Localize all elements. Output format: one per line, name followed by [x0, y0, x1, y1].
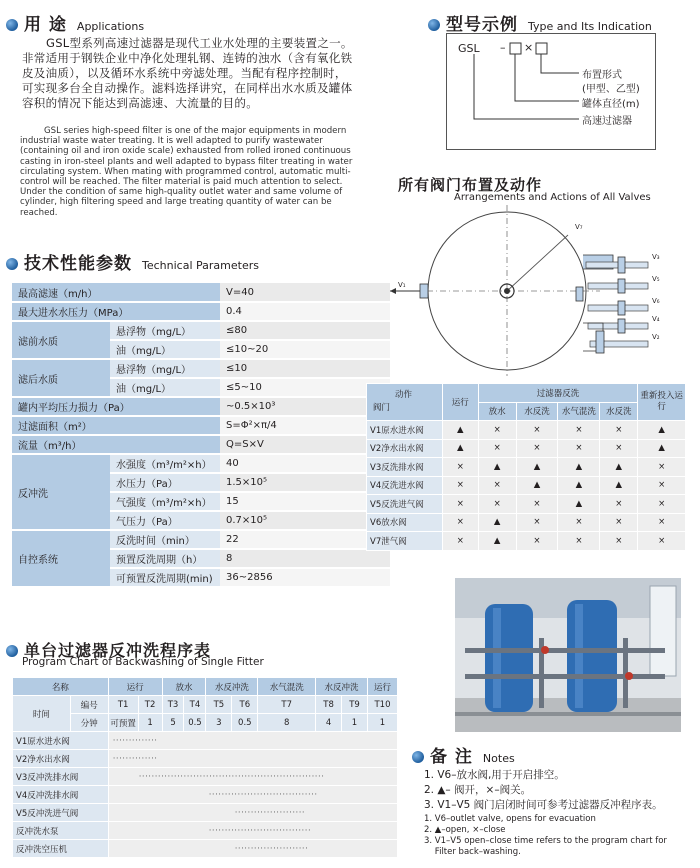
valve-state: × [600, 495, 638, 514]
valve-state: ▲ [442, 439, 478, 458]
applications-title-zh: 用 途 [24, 15, 67, 35]
valve-state: × [558, 439, 600, 458]
device-name: V1原水进水阀 [13, 732, 109, 750]
center-hub-core [504, 288, 510, 294]
header-min: 分钟 [70, 714, 108, 732]
tank-left [485, 604, 533, 712]
param-name: 最高滤速（m/h） [12, 283, 220, 302]
table-row [13, 750, 398, 768]
note-line: 1. V6–放水阀,用于开启排空。 [424, 769, 565, 781]
notes-title-en: Notes [482, 752, 515, 765]
param-name: 水强度（m³/m²×h） [110, 454, 220, 473]
header-sub: 水反洗 [600, 402, 638, 421]
label-v7: V₇ [575, 223, 583, 231]
valve-wheel-icon [625, 672, 633, 680]
table-row [13, 786, 398, 804]
param-name: 可预置反洗周期(min) [110, 568, 220, 587]
para-line: cylinder, high filtering speed and large treating quantity of water can be [20, 197, 332, 208]
valve-name: V6放水阀 [367, 513, 443, 532]
step-minutes: 5 [162, 714, 184, 732]
program-title-zh: 单台过滤器反冲洗程序表 [24, 641, 212, 660]
valve-action-table [366, 383, 686, 551]
table-row [367, 476, 686, 495]
table-header-row [367, 384, 686, 403]
header-name: 名称 [13, 678, 109, 696]
valve-state: ▲ [516, 476, 558, 495]
model-label-layout: 布置形式 [582, 70, 622, 81]
photo-pipe [465, 674, 665, 679]
model-times: × [524, 41, 534, 54]
table-row [12, 454, 390, 473]
valve-state: × [638, 513, 686, 532]
valve-state: × [638, 495, 686, 514]
header-group: 运行 [108, 678, 162, 696]
tank-right [567, 600, 617, 712]
table-row [12, 321, 390, 340]
valve-state: ▲ [558, 458, 600, 477]
valve-icon [618, 301, 625, 315]
timing-cell [108, 840, 397, 858]
model-label-types: (甲型、乙型) [582, 84, 640, 95]
valve-state: ▲ [442, 421, 478, 440]
header-code: 编号 [70, 696, 108, 714]
label-v3: V₃ [652, 253, 660, 261]
para-line: reached. [20, 207, 58, 218]
technical-title-zh: 技术性能参数 [24, 254, 132, 274]
para-line: (containing oil and iron oxide scale) exhausted from rolled ironed continuous [20, 146, 351, 157]
step-code: T2 [138, 696, 162, 714]
para-line: Under the condition of same high-quality outlet water and same volume of [20, 187, 343, 198]
timing-dots: ·············· [112, 753, 158, 764]
table-row [367, 421, 686, 440]
note-line: 3. V1–V5 阀门启闭时间可参考过滤器反冲程序表。 [424, 799, 663, 811]
param-value: ≤10 [220, 359, 390, 378]
valve-state: × [442, 476, 478, 495]
model-title-zh: 型号示例 [446, 15, 518, 35]
header-valve: 阀门 [373, 403, 391, 413]
valve-name: V2净水出水阀 [367, 439, 443, 458]
para-line: 容积的情况下能达到高滤速、大流量的目的。 [22, 96, 258, 110]
action-valve-header [367, 384, 443, 421]
timing-dots: ·············· [112, 735, 158, 746]
note-line: 1. V6–outlet valve, opens for evacuation [424, 814, 596, 824]
pipe [596, 331, 604, 353]
valve-icon [420, 284, 428, 298]
param-name: 油（mg/L） [110, 378, 220, 397]
valve-diagram [378, 203, 678, 378]
step-minutes: 1 [367, 714, 397, 732]
header-sub: 水气混洗 [558, 402, 600, 421]
para-line: casting in iron-steel plants and well adapted to bypass filter treating in water [20, 156, 353, 167]
applications-title [6, 10, 144, 35]
param-value: 36~2856 [220, 568, 390, 587]
valve-state: ▲ [558, 476, 600, 495]
table-header-row [13, 678, 398, 696]
valve-state: × [600, 513, 638, 532]
technical-title-en: Technical Parameters [142, 259, 259, 272]
step-minutes: 1 [342, 714, 368, 732]
label-v1: V₁ [398, 281, 406, 289]
note-line: 2. ▲– 阀开，×–阀关。 [424, 784, 532, 796]
radius-line [507, 235, 568, 291]
param-value: 40 [220, 454, 390, 473]
header-restart: 重新投入运行 [638, 384, 686, 421]
param-value: 22 [220, 530, 390, 549]
param-value: ~0.5×10³ [220, 397, 390, 416]
para-line: control will be reached. The filter material is paid much attention to select. [20, 177, 343, 188]
step-code: T3 [162, 696, 184, 714]
header-group: 水反冲洗 [206, 678, 258, 696]
valve-name: V7泄气阀 [367, 532, 443, 551]
layout-slot-box [536, 43, 547, 54]
step-code: T6 [232, 696, 258, 714]
valve-state: × [442, 458, 478, 477]
valve-state: × [516, 495, 558, 514]
timing-cell [108, 768, 397, 786]
param-value: Q=S×V [220, 435, 390, 454]
leader-line [515, 54, 579, 101]
model-title-en: Type and Its Indication [528, 20, 652, 33]
valve-state: × [442, 513, 478, 532]
valves-title-zh: 所有阀门布置及动作 [398, 176, 543, 194]
step-minutes: 4 [316, 714, 342, 732]
leader-line [541, 54, 579, 73]
param-name: 预置反洗周期（h） [110, 549, 220, 568]
step-code: T7 [258, 696, 316, 714]
bullet-icon [6, 258, 18, 270]
device-name: V4反冲洗排水阀 [13, 786, 109, 804]
timing-cell [108, 804, 397, 822]
param-group: 滤后水质 [12, 359, 110, 397]
notes-en [424, 814, 694, 858]
valve-state: × [478, 495, 516, 514]
table-row [12, 435, 390, 454]
step-minutes: 可预置 [108, 714, 138, 732]
note-line: 2. ▲–open, ×–close [424, 825, 506, 835]
valve-state: × [478, 421, 516, 440]
valve-icon [576, 287, 583, 301]
param-value: 0.7×10⁵ [220, 511, 390, 530]
timing-dots: ·································· [208, 789, 318, 800]
param-value: 15 [220, 492, 390, 511]
para-line: GSL series high-speed filter is one of the major equipments in modern [44, 126, 347, 136]
para-line: 皮及油质），以及循环水系统中旁滤处理。当配有程序控制时， [22, 66, 347, 80]
header-action: 动作 [395, 390, 413, 400]
step-code: T5 [206, 696, 232, 714]
valve-state: × [516, 513, 558, 532]
table-row [12, 416, 390, 435]
valve-state: ▲ [638, 439, 686, 458]
table-row [13, 804, 398, 822]
bullet-icon [428, 19, 440, 31]
table-row [12, 397, 390, 416]
param-name: 气压力（Pa） [110, 511, 220, 530]
param-name: 气强度（m³/m²×h） [110, 492, 220, 511]
device-name: 反冲洗空压机 [13, 840, 109, 858]
step-code: T4 [184, 696, 206, 714]
param-name: 流量（m³/h） [12, 435, 220, 454]
para-line: industrial waste water treating. It is well adapted to purify wastewater [20, 136, 323, 147]
bullet-icon [6, 19, 18, 31]
table-row [13, 714, 398, 732]
step-minutes: 0.5 [184, 714, 206, 732]
note-line: Filter back–washing. [424, 847, 521, 857]
valve-wheel-icon [541, 646, 549, 654]
para-line: 可实现多台全自动操作。滤料选择讲究，在同样出水水质及罐体 [22, 81, 353, 95]
valve-name: V4反洗进水阀 [367, 476, 443, 495]
param-name: 悬浮物（mg/L） [110, 321, 220, 340]
valve-state: × [558, 513, 600, 532]
valve-name: V5反洗进气阀 [367, 495, 443, 514]
valve-state: × [638, 476, 686, 495]
valve-state: × [478, 439, 516, 458]
param-group: 反冲洗 [12, 454, 110, 530]
valve-state: ▲ [478, 513, 516, 532]
label-v5: V₅ [652, 275, 660, 283]
step-code: T9 [342, 696, 368, 714]
valve-state: × [516, 439, 558, 458]
param-name: 罐内平均压力损力（Pa） [12, 397, 220, 416]
valve-icon [618, 279, 625, 293]
param-value: 8 [220, 549, 390, 568]
header-group: 水气混洗 [258, 678, 316, 696]
diameter-slot-box [510, 43, 521, 54]
step-code: T1 [108, 696, 138, 714]
table-row [13, 768, 398, 786]
valve-icon [618, 319, 625, 333]
timing-cell [108, 822, 397, 840]
para-line: GSL型系列高速过滤器是现代工业水处理的主要装置之一。 [46, 36, 353, 50]
label-v4: V₄ [652, 315, 660, 323]
table-row [367, 458, 686, 477]
param-value: V=40 [220, 283, 390, 302]
label-v6: V₆ [652, 297, 660, 305]
valve-state: × [478, 476, 516, 495]
technical-title [6, 249, 259, 274]
param-name: 悬浮物（mg/L） [110, 359, 220, 378]
param-name: 油（mg/L） [110, 340, 220, 359]
step-code: T8 [316, 696, 342, 714]
arrow-icon [390, 288, 396, 294]
timing-dots: ·························································· [138, 771, 325, 782]
valve-state: × [600, 439, 638, 458]
valve-name: V3反洗排水阀 [367, 458, 443, 477]
valve-state: × [558, 421, 600, 440]
header-group: 运行 [367, 678, 397, 696]
label-v2: V₂ [652, 333, 660, 341]
header-group: 水反冲洗 [316, 678, 368, 696]
valve-state: ▲ [638, 421, 686, 440]
valve-state: ▲ [558, 495, 600, 514]
tank-highlight [575, 604, 583, 708]
header-time: 时间 [13, 696, 71, 732]
header-backwash: 过滤器反洗 [478, 384, 638, 403]
note-line: 3. V1–V5 open–close time refers to the program chart for [424, 836, 667, 846]
step-minutes: 1 [138, 714, 162, 732]
step-minutes: 8 [258, 714, 316, 732]
valve-state: × [442, 532, 478, 551]
valve-icon [618, 257, 625, 273]
timing-dots: ······················· [234, 843, 309, 854]
photo-base [455, 712, 681, 716]
header-run: 运行 [442, 384, 478, 421]
timing-cell [108, 786, 397, 804]
table-row [12, 530, 390, 549]
filter-photo [455, 578, 681, 732]
leader-line [474, 54, 579, 119]
applications-title-en: Applications [76, 20, 145, 33]
param-group: 滤前水质 [12, 321, 110, 359]
device-name: 反冲洗水泵 [13, 822, 109, 840]
table-row [367, 513, 686, 532]
valve-state: ▲ [478, 458, 516, 477]
table-row [13, 696, 398, 714]
applications-en-paragraph [20, 126, 390, 218]
notes-title [412, 742, 515, 767]
table-row [12, 359, 390, 378]
table-row [12, 302, 390, 321]
model-code: GSL [458, 42, 480, 55]
valve-state: ▲ [478, 532, 516, 551]
program-title-en: Program Chart of Backwashing of Single Fitter [22, 656, 264, 668]
bullet-icon [6, 645, 18, 657]
table-row [367, 532, 686, 551]
header-sub: 水反洗 [516, 402, 558, 421]
param-group: 自控系统 [12, 530, 110, 587]
program-table [12, 677, 398, 858]
timing-cell [108, 732, 397, 750]
valve-state: × [516, 421, 558, 440]
param-name: 过滤面积（m²） [12, 416, 220, 435]
model-label-diameter: 罐体直径(m) [582, 99, 640, 110]
photo-pipe [465, 648, 665, 653]
valve-state: × [600, 532, 638, 551]
device-name: V3反冲洗排水阀 [13, 768, 109, 786]
header-group: 放水 [162, 678, 206, 696]
applications-zh-paragraph [22, 36, 392, 111]
tank-highlight [493, 608, 501, 708]
param-value: ≤10~20 [220, 340, 390, 359]
valve-state: ▲ [600, 458, 638, 477]
device-name: V2净水出水阀 [13, 750, 109, 768]
valve-state: × [638, 532, 686, 551]
valve-name: V1原水进水阀 [367, 421, 443, 440]
table-row [12, 283, 390, 302]
notes-zh [424, 768, 694, 813]
para-line: 非常适用于钢铁企业中净化处理轧钢、连铸的浊水（含有氧化铁 [22, 51, 353, 65]
photo-window [650, 586, 676, 676]
param-value: 1.5×10⁵ [220, 473, 390, 492]
pipe [586, 262, 648, 268]
valve-state: × [442, 495, 478, 514]
bullet-icon [412, 751, 424, 763]
param-value: S=Φ²×π/4 [220, 416, 390, 435]
table-row [13, 732, 398, 750]
step-minutes: 3 [206, 714, 232, 732]
valve-state: ▲ [516, 458, 558, 477]
model-dash: – [500, 41, 506, 54]
table-row [13, 840, 398, 858]
table-row [367, 439, 686, 458]
param-value: ≤80 [220, 321, 390, 340]
step-code: T10 [367, 696, 397, 714]
param-name: 反洗时间（min） [110, 530, 220, 549]
device-name: V5反冲洗进气阀 [13, 804, 109, 822]
step-minutes: 0.5 [232, 714, 258, 732]
param-name: 最大进水水压力（MPa） [12, 302, 220, 321]
param-value: 0.4 [220, 302, 390, 321]
table-row [367, 495, 686, 514]
timing-dots: ······················ [234, 807, 306, 818]
para-line: circulating system. When mating with programmed control, automatic multi- [20, 166, 351, 177]
valve-state: × [638, 458, 686, 477]
notes-title-zh: 备 注 [430, 747, 473, 767]
valve-state: × [600, 421, 638, 440]
param-value: ≤5~10 [220, 378, 390, 397]
model-title [428, 10, 652, 35]
param-name: 水压力（Pa） [110, 473, 220, 492]
valves-title-en: Arrangements and Actions of All Valves [454, 192, 651, 203]
valve-state: × [516, 532, 558, 551]
header-sub: 放水 [478, 402, 516, 421]
timing-dots: ································ [208, 825, 312, 836]
timing-cell [108, 750, 397, 768]
valve-state: × [558, 532, 600, 551]
model-label-filter: 高速过滤器 [582, 116, 632, 127]
table-row [13, 822, 398, 840]
technical-table [12, 283, 390, 588]
valve-state: ▲ [600, 476, 638, 495]
